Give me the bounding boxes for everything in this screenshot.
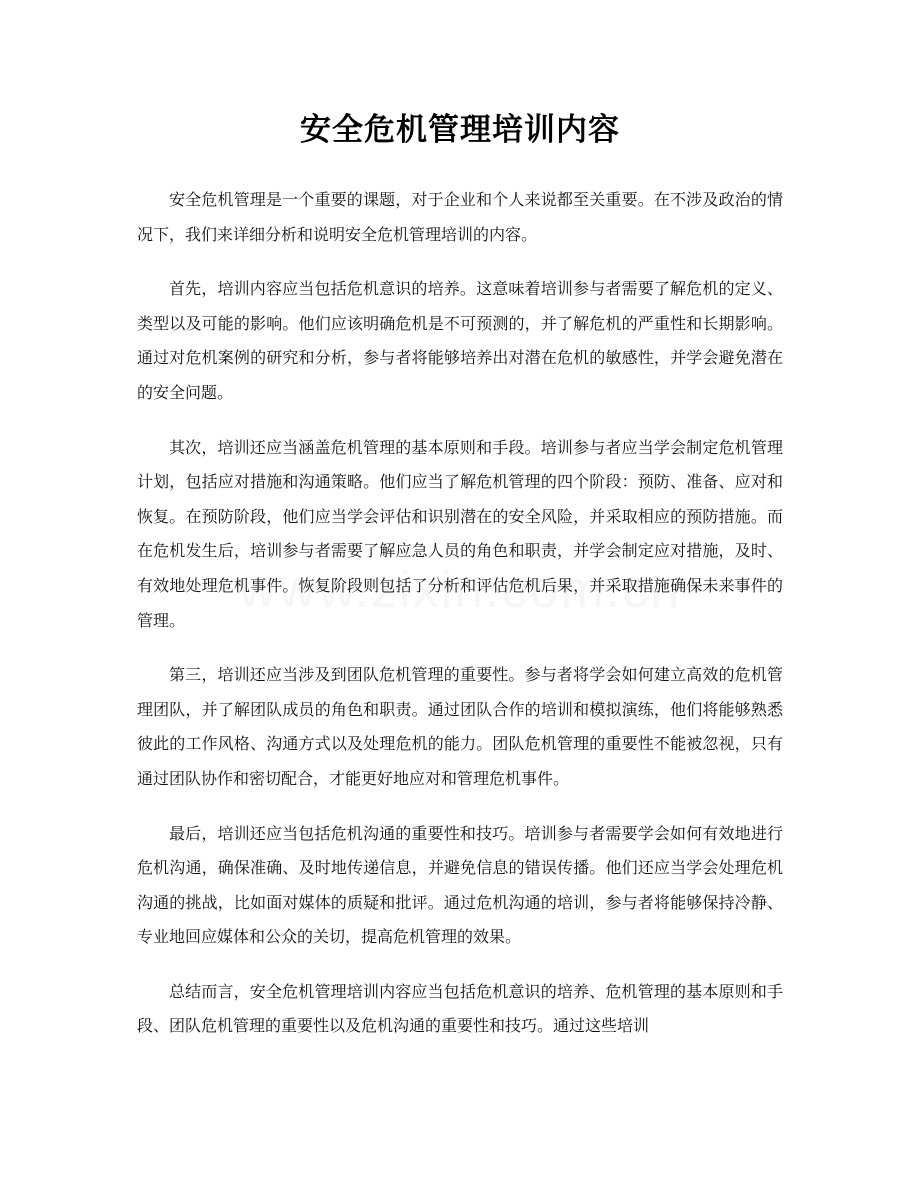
paragraph-summary: 总结而言，安全危机管理培训内容应当包括危机意识的培养、危机管理的基本原则和手段、团队危机管理的重要性以及危机沟通的重要性和技巧。通过这些培训 (137, 981, 783, 1036)
paragraph-intro: 安全危机管理是一个重要的课题，对于企业和个人来说都至关重要。在不涉及政治的情况下，我们来详细分析和说明安全危机管理培训的内容。 (137, 190, 783, 244)
paragraph-third: 第三，培训还应当涉及到团队危机管理的重要性。参与者将学会如何建立高效的危机管理团队，并了解团队成员的角色和职责。通过团队合作的培训和模拟演练，他们将能够熟悉彼此的工作风格、沟通方式以及处理危机的能力。团队危机管理的重要性不能被忽视，只有通过团队协作和密切配合，才能更好地应对和管理危机事件。 (137, 665, 783, 788)
paragraph-second: 其次，培训还应当涵盖危机管理的基本原则和手段。培训参与者应当学会制定危机管理计划，包括应对措施和沟通策略。他们应当了解危机管理的四个阶段：预防、准备、应对和恢复。在预防阶段，他们应当学会评估和识别潜在的安全风险，并采取相应的预防措施。而在危机发生后，培训参与者需要了解应急人员的角色和职责，并学会制定应对措施，及时、有效地处理危机事件。恢复阶段则包括了分析和评估危机后果，并采取措施确保未来事件的管理。 (137, 437, 783, 630)
paragraph-first: 首先，培训内容应当包括危机意识的培养。这意味着培训参与者需要了解危机的定义、类型以及可能的影响。他们应该明确危机是不可预测的，并了解危机的严重性和长期影响。通过对危机案例的研究和分析，参与者将能够培养出对潜在危机的敏感性，并学会避免潜在的安全问题。 (137, 279, 783, 402)
paragraph-last: 最后，培训还应当包括危机沟通的重要性和技巧。培训参与者需要学会如何有效地进行危机沟通，确保准确、及时地传递信息，并避免信息的错误传播。他们还应当学会处理危机沟通的挑战，比如面对媒体的质疑和批评。通过危机沟通的培训，参与者将能够保持冷静、专业地回应媒体和公众的关切，提高危机管理的效果。 (137, 823, 783, 947)
document-title: 安全危机管理培训内容 (300, 112, 620, 148)
document-body (137, 183, 783, 1064)
